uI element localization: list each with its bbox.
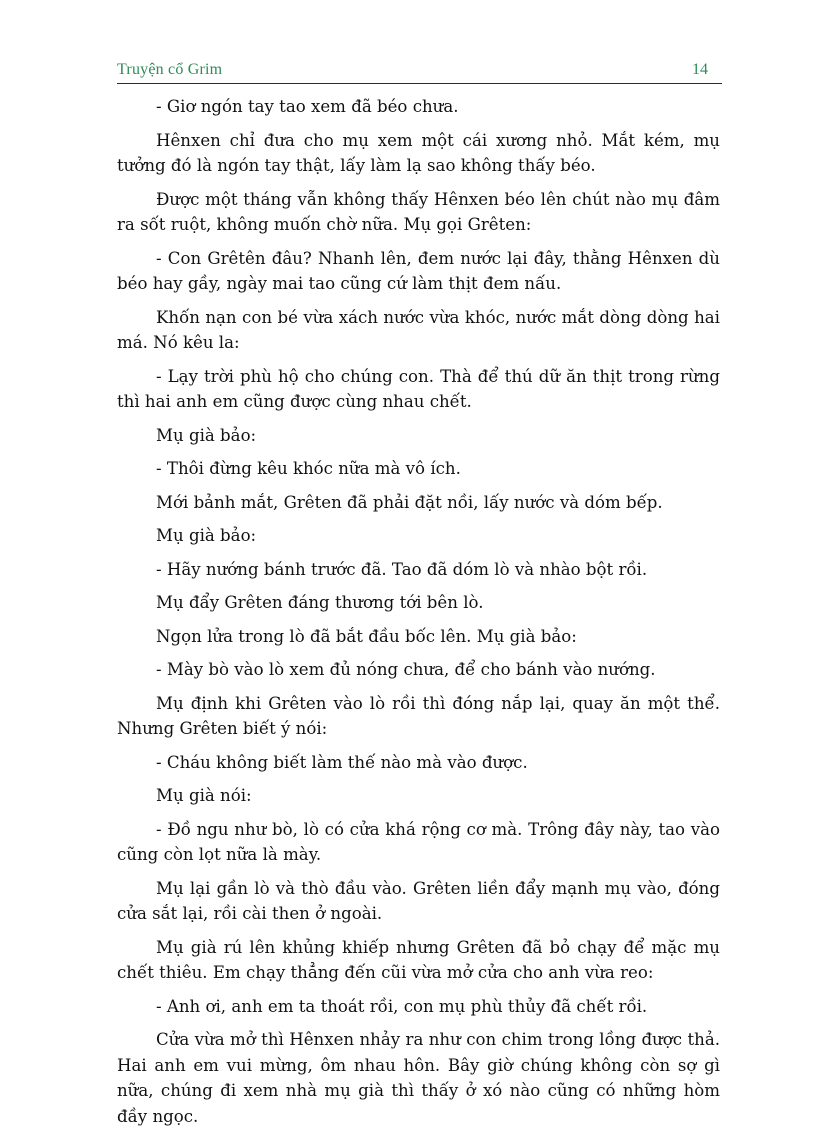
paragraph: Ngọn lửa trong lò đã bắt đầu bốc lên. Mụ già bảo:: [156, 626, 577, 646]
paragraph: - Đồ ngu như bò, lò có cửa khá rộng cơ mà. Trông đây này, tao vào cũng còn lọt nữa là mày.: [117, 819, 720, 864]
paragraph: - Giơ ngón tay tao xem đã béo chưa.: [156, 97, 459, 116]
paragraph: Mụ định khi Grêten vào lò rồi thì đóng nắp lại, quay ăn một thể. Nhưng Grêten biết ý nói:: [117, 693, 720, 738]
paragraph: Mụ lại gần lò và thò đầu vào. Grêten liền đẩy mạnh mụ vào, đóng cửa sắt lại, rồi cài then ở ngoài.: [117, 878, 720, 923]
page-number: 14: [692, 61, 708, 78]
paragraph: Cửa vừa mở thì Hênxen nhảy ra như con chim trong lồng được thả. Hai anh em vui mừng, ôm nhau hôn. Bây giờ chúng không còn sợ gì nữa, chúng đi xem nhà mụ già thì thấy ở xó nào cũng có những hòm đầy ngọc.: [117, 1030, 720, 1126]
paragraph: - Con Grêtên đâu? Nhanh lên, đem nước lại đây, thằng Hênxen dù béo hay gầy, ngày mai tao cũng cứ làm thịt đem nấu.: [117, 248, 720, 293]
running-header: [117, 59, 722, 84]
paragraph: - Anh ơi, anh em ta thoát rồi, con mụ phù thủy đã chết rồi.: [156, 996, 648, 1016]
paragraph: Hênxen chỉ đưa cho mụ xem một cái xương nhỏ. Mắt kém, mụ tưởng đó là ngón tay thật, lấy làm lạ sao không thấy béo.: [117, 130, 720, 175]
paragraph: Mụ già nói:: [156, 786, 252, 805]
paragraph: Được một tháng vẫn không thấy Hênxen béo lên chút nào mụ đâm ra sốt ruột, không muốn chờ nữa. Mụ gọi Grêten:: [117, 189, 720, 234]
paragraph: - Hãy nướng bánh trước đã. Tao đã dóm lò và nhào bột rồi.: [156, 559, 648, 579]
paragraph: Mụ đẩy Grêten đáng thương tới bên lò.: [156, 593, 484, 612]
paragraph: Mụ già rú lên khủng khiếp nhưng Grêten đã bỏ chạy để mặc mụ chết thiêu. Em chạy thẳng đến cũi vừa mở cửa cho anh vừa reo:: [117, 937, 720, 982]
paragraph: Mới bảnh mắt, Grêten đã phải đặt nồi, lấy nước và dóm bếp.: [156, 492, 663, 512]
paragraph: - Lạy trời phù hộ cho chúng con. Thà để thú dữ ăn thịt trong rừng thì hai anh em cũng được cùng nhau chết.: [117, 366, 720, 411]
paragraph: - Mày bò vào lò xem đủ nóng chưa, để cho bánh vào nướng.: [156, 660, 656, 679]
paragraph: Mụ già bảo:: [156, 526, 257, 545]
paragraph: - Cháu không biết làm thế nào mà vào được.: [156, 752, 528, 772]
body-text: [117, 94, 720, 1137]
paragraph: Mụ già bảo:: [156, 425, 257, 445]
paragraph: - Thôi đừng kêu khóc nữa mà vô ích.: [156, 459, 461, 478]
header-title: Truyện cổ Grim: [117, 61, 223, 78]
paragraph: Khốn nạn con bé vừa xách nước vừa khóc, nước mắt dòng dòng hai má. Nó kêu la:: [117, 307, 720, 352]
